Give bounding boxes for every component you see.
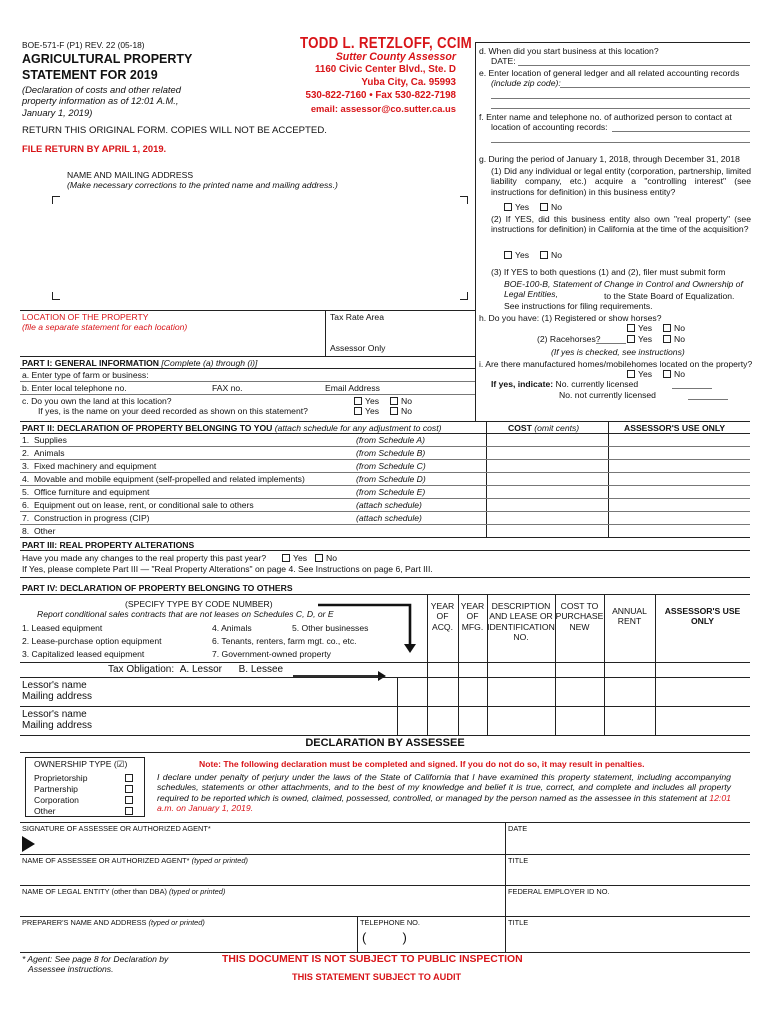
legal-entity-label: NAME OF LEGAL ENTITY (other than DBA) (typed or printed) (22, 887, 226, 896)
telephone-field[interactable]: ( ) (362, 930, 407, 945)
declaration-text: I declare under penalty of perjury under the laws of the State of California that I have examined this property statement, including accompanying schedules, statements or other attachments, and to the best of my knowledge and belief it is true, correct, and complete and includes all property required to be reported which is owned, claimed, possessed, controlled, or managed by the person named as the assessee in this statement at 12:01 a.m. on January 1, 2019. (157, 772, 731, 814)
h1-yes[interactable]: Yes (627, 323, 652, 333)
part2-row-source: (from Schedule E) (356, 487, 426, 497)
location-note: (file a separate statement for each location) (22, 322, 188, 332)
part3-heading: PART III: REAL PROPERTY ALTERATIONS (22, 540, 195, 550)
form-subtitle: (Declaration of costs and other related property information as of 12:01 A.M., January 1, 2019) (22, 84, 181, 118)
form-id: BOE-571-F (P1) REV. 22 (05-18) (22, 40, 145, 50)
part2-row-label: 1. Supplies (22, 435, 67, 445)
assessor-only-label: Assessor Only (330, 343, 386, 353)
right-g2: (2) If YES, did this business entity also own "real property" (see instructions for definition) in California at the time of the acquisition? (491, 214, 751, 235)
lessor-name-1: Lessor's name (22, 680, 87, 691)
own-partnership-checkbox[interactable] (125, 785, 133, 793)
own-land-no[interactable]: No (390, 396, 412, 406)
assessor-name: TODD L. RETZLOFF, CCIM (300, 35, 473, 52)
assessor-office: Sutter County Assessor (335, 51, 456, 63)
right-e: e. Enter location of general ledger and all related accounting records (479, 68, 740, 78)
part4-heading: PART IV: DECLARATION OF PROPERTY BELONGING TO OTHERS (22, 583, 293, 593)
part2-row-label: 2. Animals (22, 448, 65, 458)
preparer-label: PREPARER'S NAME AND ADDRESS (typed or printed) (22, 918, 205, 927)
fax-label: FAX no. (212, 383, 243, 393)
col-annual-rent: ANNUAL RENT (612, 606, 647, 627)
cost-col-header: COST (omit cents) (508, 423, 580, 433)
right-i: i. Are there manufactured homes/mobilehomes located on the property? (479, 359, 753, 369)
right-g3a: (3) If YES to both questions (1) and (2), filer must submit form (491, 267, 726, 277)
right-i-unl: No. not currently licensed (559, 390, 656, 400)
arrow-right-icon (378, 671, 386, 681)
col-year-mfg: YEAR OF MFG. (460, 601, 485, 632)
col-year-acq: YEAR OF ACQ. (430, 601, 455, 632)
part1-heading: PART I: GENERAL INFORMATION [Complete (a) through (i)] (22, 358, 258, 368)
own-type-3: Other (34, 806, 56, 816)
right-g3b: BOE-100-B, Statement of Change in Control and Ownership of Legal Entities, (504, 279, 743, 300)
part2-row-label: 7. Construction in progress (CIP) (22, 513, 150, 523)
part3-yes[interactable]: Yes (282, 553, 307, 563)
signature-field[interactable] (40, 834, 500, 852)
part2-row-source: (from Schedule C) (356, 461, 426, 471)
file-return-deadline: FILE RETURN BY APRIL 1, 2019. (22, 143, 167, 154)
deed-no[interactable]: No (390, 406, 412, 416)
lessor-name-2: Lessor's name (22, 709, 87, 720)
code-7: 7. Government-owned property (212, 649, 331, 659)
part3-note: If Yes, please complete Part III — "Real Property Alterations" on page 4. See Instructions on page 6, Part III. (22, 564, 433, 574)
sign-here-arrow-icon (22, 836, 36, 852)
right-g: g. During the period of January 1, 2018, through December 31, 2018 (479, 154, 740, 164)
h2-yes[interactable]: Yes (627, 334, 652, 344)
right-d: d. When did you start business at this location? (479, 46, 659, 56)
return-notice: RETURN THIS ORIGINAL FORM. COPIES WILL NOT BE ACCEPTED. (22, 125, 327, 136)
tax-obligation: Tax Obligation: A. Lessor B. Lessee (108, 664, 284, 675)
part2-row-label: 6. Equipment out on lease, rent, or conditional sale to others (22, 500, 254, 510)
code-4: 4. Animals (212, 623, 252, 633)
part2-row-source: (from Schedule B) (356, 448, 426, 458)
part2-row-source: (attach schedule) (356, 513, 422, 523)
legal-entity-field[interactable] (22, 897, 500, 913)
public-inspection-notice: THIS DOCUMENT IS NOT SUBJECT TO PUBLIC INSPECTION (222, 954, 523, 965)
own-other-checkbox[interactable] (125, 807, 133, 815)
part1-a-label: a. Enter type of farm or business: (22, 370, 149, 380)
part2-row-label: 8. Other (22, 526, 56, 536)
declaration-title: DECLARATION BY ASSESSEE (305, 737, 465, 749)
own-proprietorship-checkbox[interactable] (125, 774, 133, 782)
part2-row-label: 3. Fixed machinery and equipment (22, 461, 157, 471)
part4-report: Report conditional sales contracts that are not leases on Schedules C, D, or E (37, 609, 334, 619)
right-f: f. Enter name and telephone no. of authorized person to contact at (479, 112, 732, 122)
right-h-note: (If yes is checked, see instructions) (551, 347, 685, 357)
telephone-label: TELEPHONE NO. (360, 918, 420, 927)
part2-row-label: 5. Office furniture and equipment (22, 487, 150, 497)
assessor-phone: 530-822-7160 • Fax 530-822-7198 (305, 90, 456, 101)
g1-no[interactable]: No (540, 202, 562, 212)
agent-note-2: Assessee instructions. (28, 964, 114, 974)
code-5: 5. Other businesses (292, 623, 369, 633)
part2-row-source: (from Schedule D) (356, 474, 426, 484)
part2-row-source: (from Schedule A) (356, 435, 425, 445)
date-label: DATE (508, 824, 528, 833)
right-g1: (1) Did any individual or legal entity (corporation, partnership, limited liability company, etc.) acquire a "controlling interest" (see instructions for definition) in this business entity? (491, 166, 751, 197)
right-e-note: (include zip code): (491, 78, 561, 88)
ownership-label: OWNERSHIP TYPE (☑) (34, 759, 128, 769)
part2-row-label: 4. Movable and mobile equipment (self-propelled and related implements) (22, 474, 305, 484)
assessee-name-field[interactable] (22, 866, 500, 882)
g2-no[interactable]: No (540, 250, 562, 260)
code-2: 2. Lease-purchase option equipment (22, 636, 162, 646)
right-h2: (2) Racehorses? (537, 334, 601, 344)
audit-notice: THIS STATEMENT SUBJECT TO AUDIT (292, 972, 462, 982)
agent-note: * Agent: See page 8 for Declaration by (22, 954, 169, 964)
location-label: LOCATION OF THE PROPERTY (22, 312, 149, 322)
form-title-line1: AGRICULTURAL PROPERTY (22, 52, 193, 66)
assessor-city: Yuba City, Ca. 95993 (361, 77, 456, 88)
g2-yes[interactable]: Yes (504, 250, 529, 260)
right-d-date: DATE: (491, 56, 516, 66)
code-6: 6. Tenants, renters, farm mgt. co., etc. (212, 636, 357, 646)
code-1: 1. Leased equipment (22, 623, 103, 633)
deed-yes[interactable]: Yes (354, 406, 379, 416)
mailing-note: (Make necessary corrections to the printed name and mailing address.) (67, 180, 338, 190)
own-type-1: Partnership (34, 784, 78, 794)
part1-b-label: b. Enter local telephone no. (22, 383, 127, 393)
col-description: DESCRIPTION AND LEASE OR IDENTIFICATION NO. (487, 601, 555, 643)
own-land-yes[interactable]: Yes (354, 396, 379, 406)
mailing-address-1: Mailing address (22, 691, 93, 702)
own-type-0: Proprietorship (34, 773, 88, 783)
own-type-2: Corporation (34, 795, 79, 805)
assessor-use-header: ASSESSOR'S USE ONLY (624, 423, 726, 433)
tax-rate-area-label: Tax Rate Area (330, 312, 384, 322)
title-label: TITLE (508, 856, 529, 865)
fein-label: FEDERAL EMPLOYER ID NO. (508, 887, 610, 896)
part3-no[interactable]: No (315, 553, 337, 563)
mailing-address-2: Mailing address (22, 720, 93, 731)
g1-yes[interactable]: Yes (504, 202, 529, 212)
i-no[interactable]: No (663, 369, 685, 379)
part3-question: Have you made any changes to the real property this past year? (22, 553, 267, 563)
right-h: h. Do you have: (1) Registered or show horses? (479, 313, 662, 323)
part4-spec: (SPECIFY TYPE BY CODE NUMBER) (125, 599, 273, 609)
right-f2: location of accounting records: (491, 122, 608, 132)
signature-label: SIGNATURE OF ASSESSEE OR AUTHORIZED AGENT* (22, 824, 211, 833)
form-title-line2: STATEMENT FOR 2019 (22, 68, 158, 82)
email-label: Email Address (325, 383, 380, 393)
arrow-down-icon (404, 644, 416, 653)
part1-c-sub: If yes, is the name on your deed recorded as shown on this statement? (38, 406, 308, 416)
own-corporation-checkbox[interactable] (125, 796, 133, 804)
col-assessor-use: ASSESSOR'S USE ONLY (664, 606, 741, 627)
right-g3c: to the State Board of Equalization. See instructions for filing requirements. (504, 291, 735, 312)
declaration-note: Note: The following declaration must be completed and signed. If you do not do so, it may result in penalties. (199, 759, 645, 769)
assessor-email: email: assessor@co.sutter.ca.us (310, 103, 456, 114)
date-field[interactable] (510, 834, 745, 852)
preparer-title-label: TITLE (508, 918, 529, 927)
h2-no[interactable]: No (663, 334, 685, 344)
part1-c-label: c. Do you own the land at this location? (22, 396, 172, 406)
col-cost-new: COST TO PURCHASE NEW (555, 601, 604, 632)
assessor-address: 1160 Civic Center Blvd., Ste. D (314, 64, 456, 75)
assessee-name-label: NAME OF ASSESSEE OR AUTHORIZED AGENT* (typed or printed) (22, 856, 248, 865)
mailing-label: NAME AND MAILING ADDRESS (67, 170, 194, 180)
code-3: 3. Capitalized leased equipment (22, 649, 145, 659)
part2-row-source: (attach schedule) (356, 500, 422, 510)
h1-no[interactable]: No (663, 323, 685, 333)
part2-heading: PART II: DECLARATION OF PROPERTY BELONGING TO YOU (attach schedule for any adjustment to cost) (22, 423, 442, 433)
i-yes[interactable]: Yes (627, 369, 652, 379)
right-i-if: If yes, indicate: No. currently licensed (491, 379, 639, 389)
